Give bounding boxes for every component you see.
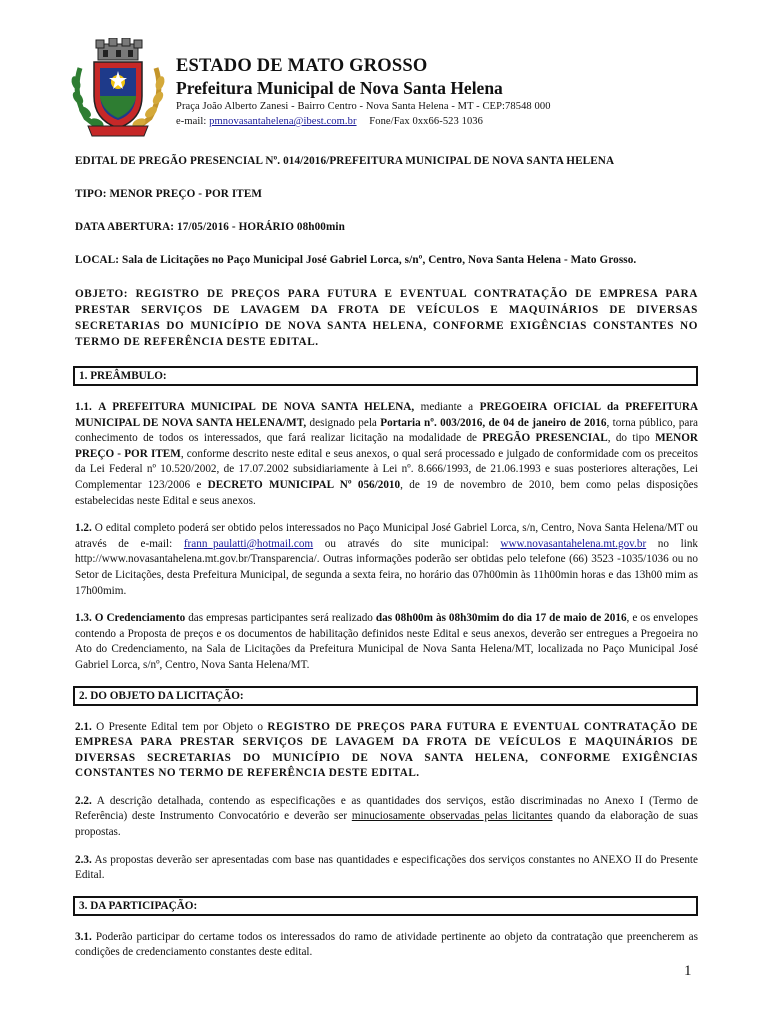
edital-title: EDITAL DE PREGÃO PRESENCIAL Nº. 014/2016/PREFEITURA MUNICIPAL DE NOVA SANTA HELENA	[75, 155, 615, 167]
section-heading-participacao: 3. DA PARTICIPAÇÃO:	[73, 896, 698, 916]
email-prefix: e-mail:	[176, 116, 207, 127]
contact-email-link[interactable]: pmnovasantahelena@ibest.com.br	[209, 116, 357, 127]
edital-local: LOCAL: Sala de Licitações no Paço Municipal José Gabriel Lorca, s/nº, Centro, Nova Santa Helena - Mato Grosso.	[75, 254, 637, 266]
letterhead	[66, 38, 626, 138]
clause-number: 1.1.	[75, 401, 92, 413]
clause-number: 1.2.	[75, 522, 92, 535]
site-link[interactable]: www.novasantahelena.mt.gov.br	[500, 537, 647, 550]
contact-line	[176, 114, 636, 129]
paragraph-1-1: 1.1. A PREFEITURA MUNICIPAL DE NOVA SANTA HELENA, mediante a PREGOEIRA OFICIAL da PREFEITURA MUNICIPAL DE NOVA SANTA HELENA/MT, designado pela Portaria nº. 003/2016, de 04 de janeiro de 2016, torna público, para conhecimento de todos os interessados, que fará realizar licitação na modalidade de PREGÃO PRESENCIAL, do tipo MENOR PREÇO - POR ITEM, conforme descrito neste edital e seus anexos, o qual será processado e julgado de conformidade com os preceitos da Lei Federal nº 10.520/2002, de 17.07.2002 subsidiariamente à Lei nº. 8.666/1993, de 21.06.1993 e suas posteriores alterações, Lei Complementar 123/2006 e DECRETO MUNICIPAL Nº 056/2010, de 19 de novembro de 2010, bem como pelas disposições estabelecidas neste Edital e seus anexos.	[75, 401, 699, 507]
edital-abertura: DATA ABERTURA: 17/05/2016 - HORÁRIO 08h00min	[75, 221, 345, 233]
clause-number: 2.2.	[75, 794, 92, 807]
paragraph-3-1: 3.1. Poderão participar do certame todos os interessados do ramo de atividade pertinente ao objeto da contratação que preencherem as condições de credenciamento constantes deste edital.	[75, 930, 698, 959]
clause-number: 2.1.	[75, 720, 92, 733]
state-name: ESTADO DE MATO GROSSO	[176, 56, 428, 76]
letterhead-text	[176, 56, 636, 129]
paragraph-2-3: 2.3. As propostas deverão ser apresentadas com base nas quantidades e especificações dos serviços constantes no ANEXO II do Presente Edital.	[75, 853, 698, 882]
clause-number: 3.1.	[75, 930, 92, 943]
clause-number: 1.3.	[75, 612, 92, 625]
section-heading-preambulo: 1. PREÂMBULO:	[73, 366, 698, 386]
paragraph-1-2: 1.2. O edital completo poderá ser obtido pelos interessados no Paço Municipal José Gabriel Lorca, s/n, Centro, Nova Santa Helena/MT ou através de e-mail: frann_paulatti@hotmail.com ou através do site municipal: www.novasantahelena.mt.gov.br no link http://www.novasantahelena.mt.gov.br/Transparencia/. Outras informações poderão ser obtidas pelo telefone (66) 3523 -1035/1036 ou no Setor de Licitações, desta Prefeitura Municipal, de segunda a sexta feira, no horário das 07h00min às 11h00min horas e das 13h00 mim as 17h00mim.	[75, 522, 699, 597]
document-body	[75, 154, 698, 973]
edital-objeto: OBJETO: REGISTRO DE PREÇOS PARA FUTURA E EVENTUAL CONTRATAÇÃO DE EMPRESA PARA PRESTAR SERVIÇOS DE LAVAGEM DA FROTA DE VEÍCULOS E MAQUINÁRIOS DE DIVERSAS SECRETARIAS DO MUNICÍPIO DE NOVA SANTA HELENA, CONFORME EXIGÊNCIAS CONSTANTES NO TERMO DE REFERÊNCIA DESTE EDITAL.	[75, 288, 698, 348]
paragraph-2-2: 2.2. A descrição detalhada, contendo as especificações e as quantidades dos serviços, estão discriminadas no Anexo I (Termo de Referência) deste Instrumento Convocatório e deverão ser minuciosamente observadas pelas licitantes quando da elaboração de suas propostas.	[75, 794, 698, 839]
section-heading-objeto: 2. DO OBJETO DA LICITAÇÃO:	[73, 686, 698, 706]
email-link[interactable]: frann_paulatti@hotmail.com	[183, 537, 314, 550]
municipality-address: Praça João Alberto Zanesi - Bairro Centro - Nova Santa Helena - MT - CEP:78548 000	[176, 101, 551, 112]
paragraph-1-3: 1.3. O Credenciamento das empresas participantes será realizado das 08h00m às 08h30mim do dia 17 de maio de 2016, e os envelopes contendo a Proposta de preços e os documentos de habilitação definidos neste Edital e seus anexos, deverão ser entregues a Pregoeira no Ato do Credenciamento, na Sala de Licitações da Prefeitura Municipal de Nova Santa Helena/MT, localizada no Paço Municipal José Gabriel Lorca, s/nº, Centro, Nova Santa Helena/MT.	[75, 612, 698, 671]
clause-number: 2.3.	[75, 853, 92, 866]
municipality-name: Prefeitura Municipal de Nova Santa Helena	[176, 78, 503, 98]
municipal-coat-of-arms	[66, 38, 170, 138]
paragraph-2-1: 2.1. O Presente Edital tem por Objeto o REGISTRO DE PREÇOS PARA FUTURA E EVENTUAL CONTRATAÇÃO DE EMPRESA PARA PRESTAR SERVIÇOS DE LAVAGEM DA FROTA DE VEÍCULOS E MAQUINÁRIOS DE DIVERSAS SECRETARIAS DO MUNICÍPIO DE NOVA SANTA HELENA, CONFORME EXIGÊNCIAS CONSTANTES NO TERMO DE REFERÊNCIA DESTE EDITAL.	[75, 720, 698, 780]
contact-phone: Fone/Fax 0xx66-523 1036	[369, 116, 483, 127]
edital-tipo: TIPO: MENOR PREÇO - POR ITEM	[75, 188, 263, 200]
page-number: 1	[684, 963, 692, 979]
